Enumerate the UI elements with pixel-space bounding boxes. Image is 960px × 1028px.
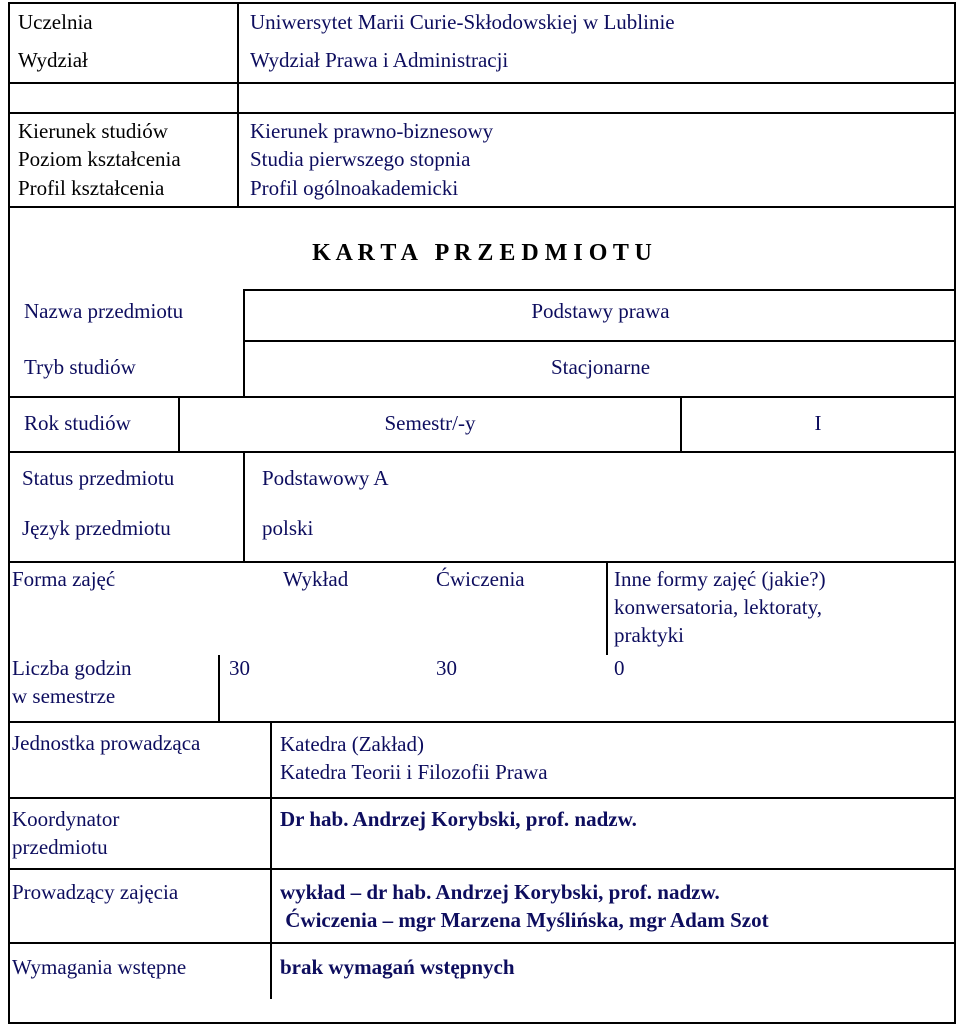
wydzial-label: Wydział xyxy=(18,48,88,72)
jezyk-label: Język przedmiotu xyxy=(22,516,171,540)
rok-bottom xyxy=(8,451,956,453)
semestr-label: Semestr/-y xyxy=(384,411,476,435)
prowadzacy-line1: wykład – dr hab. Andrzej Korybski, prof. nadzw. xyxy=(280,880,720,904)
border-top xyxy=(8,2,956,4)
wyklad-label: Wykład xyxy=(283,567,349,591)
status-value: Podstawowy A xyxy=(262,466,389,490)
inne-divider xyxy=(606,562,608,655)
prowadzacy-label: Prowadzący zajęcia xyxy=(12,880,179,904)
border-right xyxy=(954,2,956,1024)
prowadzacy-bottom xyxy=(8,942,956,944)
jednostka-value: Katedra (Zakład) Katedra Teorii i Filozofii Prawa xyxy=(280,732,548,784)
header-gap-top xyxy=(8,82,956,84)
nazwa-value: Podstawy prawa xyxy=(531,299,670,323)
tryb-bottom xyxy=(8,396,956,398)
rok-label: Rok studiów xyxy=(24,411,131,435)
jednostka-bottom xyxy=(8,797,956,799)
header-divider xyxy=(237,2,239,206)
nazwa-top xyxy=(243,289,956,291)
status-divider xyxy=(243,451,245,562)
border-left xyxy=(8,2,10,1024)
forma-label: Forma zajęć xyxy=(12,567,116,591)
profil-value: Profil ogólnoakademicki xyxy=(250,176,459,200)
kierunek-label: Kierunek studiów xyxy=(18,119,168,143)
header-gap-bottom xyxy=(8,112,956,114)
forms-end xyxy=(8,721,956,723)
uczelnia-label: Uczelnia xyxy=(18,10,93,34)
border-bottom xyxy=(8,1022,956,1024)
wydzial-value: Wydział Prawa i Administracji xyxy=(250,48,509,72)
koordynator-value: Dr hab. Andrzej Korybski, prof. nadzw. xyxy=(280,807,637,831)
card-title: K A R T A P R Z E D M I O T U xyxy=(312,240,652,266)
koordynator-label: Koordynator przedmiotu xyxy=(12,807,120,859)
inne-hours: 0 xyxy=(614,656,625,680)
liczba-label: Liczba godzin w semestrze xyxy=(12,656,132,708)
poziom-value: Studia pierwszego stopnia xyxy=(250,147,471,171)
kierunek-value: Kierunek prawno-biznesowy xyxy=(250,119,494,143)
liczba-divider xyxy=(218,655,220,721)
jezyk-value: polski xyxy=(262,516,314,540)
nazwa-bottom xyxy=(243,340,956,342)
wymagania-value: brak wymagań wstępnych xyxy=(280,955,515,979)
semestr-value: I xyxy=(814,411,822,435)
header-end xyxy=(8,206,956,208)
staff-divider xyxy=(270,721,272,999)
wymagania-label: Wymagania wstępne xyxy=(12,955,187,979)
subject-end xyxy=(8,561,956,563)
jednostka-label: Jednostka prowadząca xyxy=(12,731,201,755)
prowadzacy-line2: Ćwiczenia – mgr Marzena Myślińska, mgr Adam Szot xyxy=(280,908,769,932)
poziom-label: Poziom kształcenia xyxy=(18,147,181,171)
cwiczenia-label: Ćwiczenia xyxy=(436,567,525,591)
status-label: Status przedmiotu xyxy=(22,466,175,490)
uczelnia-value: Uniwersytet Marii Curie-Skłodowskiej w Lublinie xyxy=(250,10,675,34)
tryb-value: Stacjonarne xyxy=(550,355,651,379)
inne-label: Inne formy zajęć (jakie?) konwersatoria, lektoraty, praktyki xyxy=(614,567,826,647)
wyklad-hours: 30 xyxy=(229,656,250,680)
cwiczenia-hours: 30 xyxy=(436,656,457,680)
tryb-label: Tryb studiów xyxy=(24,355,136,379)
nazwa-label: Nazwa przedmiotu xyxy=(24,299,184,323)
profil-label: Profil kształcenia xyxy=(18,176,165,200)
koordynator-bottom xyxy=(8,868,956,870)
